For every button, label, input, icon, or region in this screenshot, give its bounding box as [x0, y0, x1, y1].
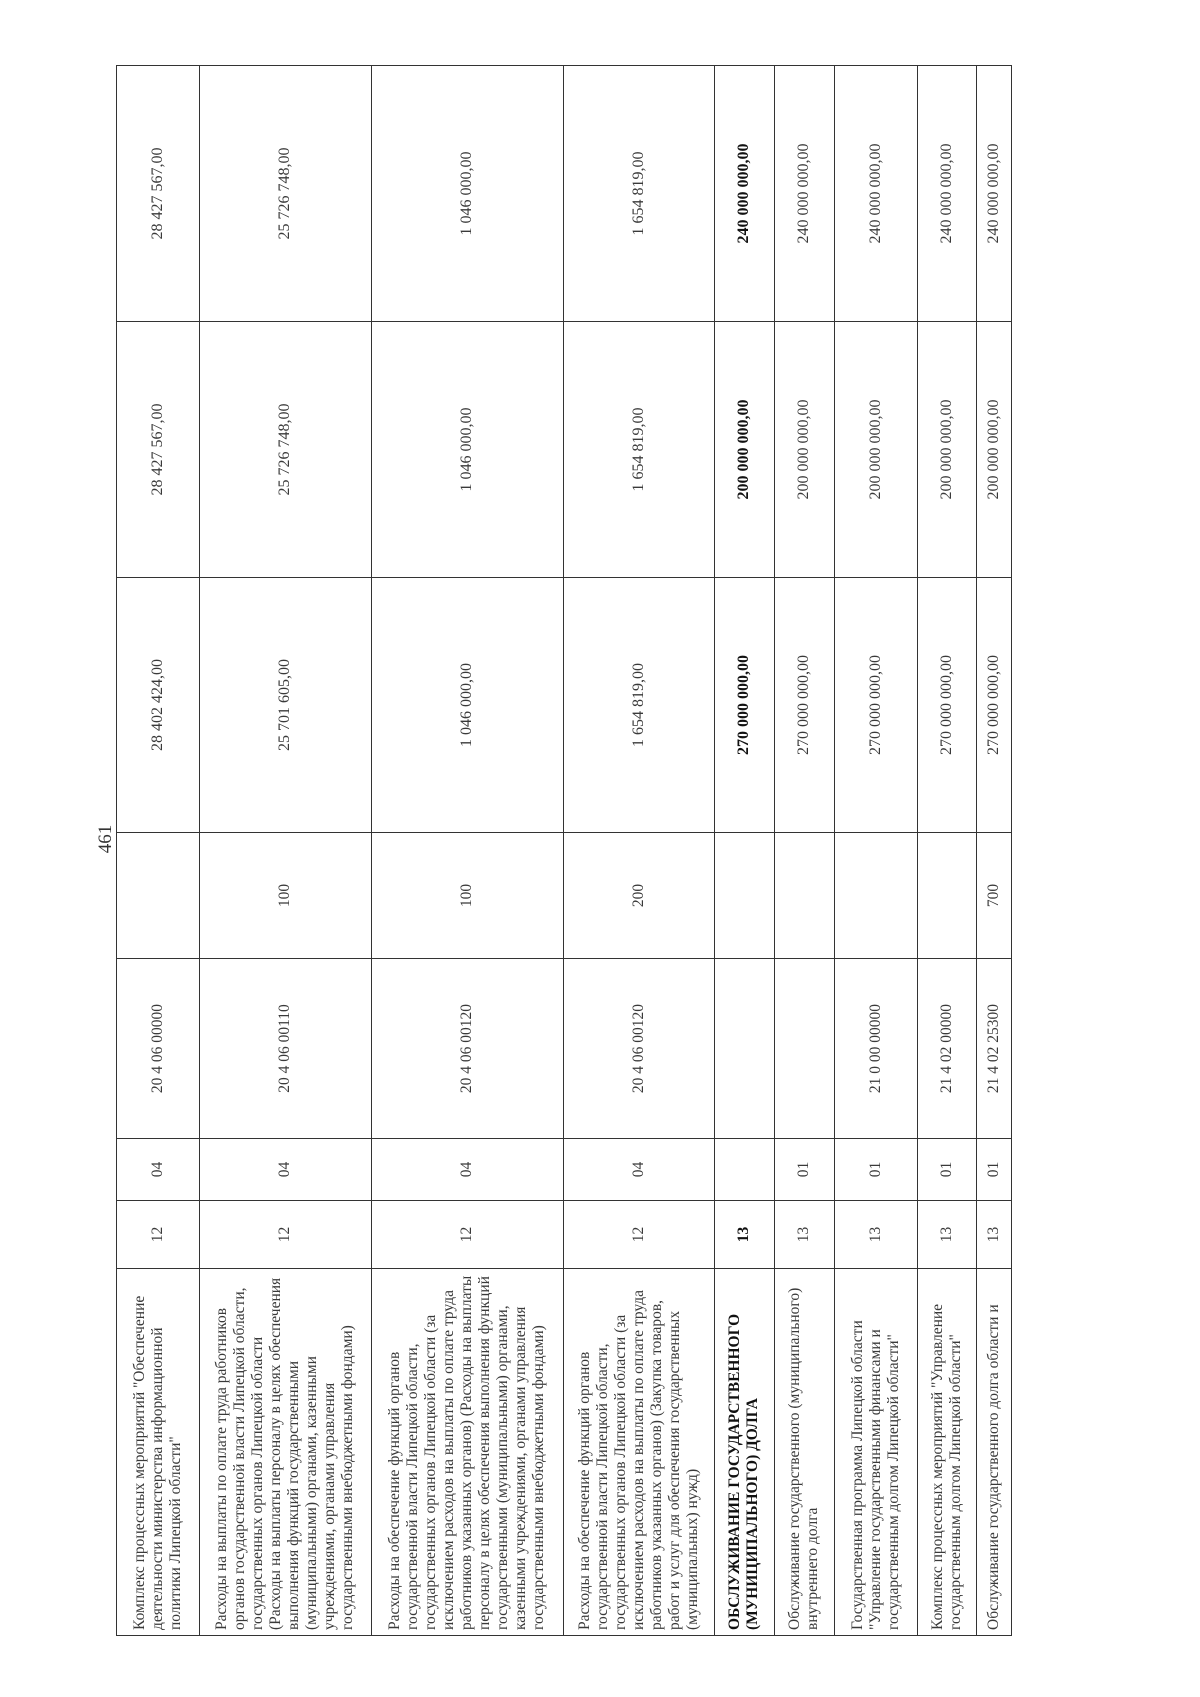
cell-amount-2: 1 654 819,00 — [563, 322, 714, 578]
cell-amount-2: 200 000 000,00 — [774, 322, 834, 578]
page-number: 461 — [95, 824, 116, 854]
cell-amount-1: 25 701 605,00 — [199, 578, 371, 833]
cell-amount-2: 200 000 000,00 — [714, 322, 774, 578]
table-row — [117, 66, 200, 1636]
cell-expense-type: 200 — [563, 833, 714, 959]
cell-amount-3: 25 726 748,00 — [199, 66, 371, 322]
cell-name: Расходы на выплаты по оплате труда работников органов государственной власти Липецкой области, государственных органов Липецкой области (Расходы на выплаты персоналу в целях обеспечения выполнения функций государственными (муниципальными) органами, казенными учреждениями, органами управления государственными внебюджетными фондами) — [199, 1269, 371, 1636]
cell-chapter: 13 — [834, 1201, 917, 1269]
cell-chapter: 12 — [371, 1201, 563, 1269]
table-row — [563, 66, 714, 1636]
cell-section: 01 — [834, 1139, 917, 1201]
cell-name: Расходы на обеспечение функций органов государственной власти Липецкой области, государственных органов Липецкой области (за исключением расходов на выплаты по оплате труда работников указанных органов) (Расходы на выплаты персоналу в целях обеспечения выполнения функций государственными (муниципальными) органами, казенными учреждениями, органами управления государственными внебюджетными фондами) — [371, 1269, 563, 1636]
cell-amount-1: 1 046 000,00 — [371, 578, 563, 833]
cell-section: 04 — [117, 1139, 200, 1201]
cell-amount-1: 270 000 000,00 — [834, 578, 917, 833]
table-row — [834, 66, 917, 1636]
cell-amount-1: 28 402 424,00 — [117, 578, 200, 833]
cell-target-article: 20 4 06 00110 — [199, 959, 371, 1139]
cell-section: 01 — [917, 1139, 977, 1201]
table-row — [714, 66, 774, 1636]
cell-chapter: 12 — [563, 1201, 714, 1269]
table-row — [917, 66, 977, 1636]
cell-expense-type — [774, 833, 834, 959]
cell-target-article: 21 4 02 25300 — [977, 959, 1012, 1139]
cell-name: ОБСЛУЖИВАНИЕ ГОСУДАРСТВЕННОГО (МУНИЦИПАЛЬНОГО) ДОЛГА — [714, 1269, 774, 1636]
cell-expense-type — [714, 833, 774, 959]
cell-amount-3: 240 000 000,00 — [917, 66, 977, 322]
cell-amount-3: 1 654 819,00 — [563, 66, 714, 322]
cell-amount-1: 1 654 819,00 — [563, 578, 714, 833]
cell-amount-2: 28 427 567,00 — [117, 322, 200, 578]
budget-table — [116, 65, 1012, 1636]
cell-name: Государственная программа Липецкой области "Управление государственными финансами и государственным долгом Липецкой области" — [834, 1269, 917, 1636]
cell-name: Обслуживание государственного долга области и — [977, 1269, 1012, 1636]
rotated-table-wrapper — [116, 66, 1012, 1636]
table-row — [199, 66, 371, 1636]
table-row — [774, 66, 834, 1636]
cell-section: 04 — [199, 1139, 371, 1201]
cell-target-article: 20 4 06 00120 — [371, 959, 563, 1139]
table-row — [371, 66, 563, 1636]
cell-amount-1: 270 000 000,00 — [917, 578, 977, 833]
cell-section: 04 — [371, 1139, 563, 1201]
cell-chapter: 13 — [774, 1201, 834, 1269]
cell-expense-type: 100 — [371, 833, 563, 959]
cell-name: Комплекс процессных мероприятий "Обеспечение деятельности министерства информационной политики Липецкой области" — [117, 1269, 200, 1636]
table-body — [117, 66, 1012, 1636]
cell-amount-3: 240 000 000,00 — [977, 66, 1012, 322]
cell-amount-1: 270 000 000,00 — [714, 578, 774, 833]
cell-target-article: 21 0 00 00000 — [834, 959, 917, 1139]
cell-name: Комплекс процессных мероприятий "Управление государственным долгом Липецкой области" — [917, 1269, 977, 1636]
table-row — [977, 66, 1012, 1636]
cell-amount-3: 28 427 567,00 — [117, 66, 200, 322]
cell-target-article: 20 4 06 00000 — [117, 959, 200, 1139]
cell-section — [714, 1139, 774, 1201]
cell-expense-type — [117, 833, 200, 959]
cell-expense-type — [917, 833, 977, 959]
cell-section: 01 — [774, 1139, 834, 1201]
cell-chapter: 13 — [917, 1201, 977, 1269]
cell-target-article — [774, 959, 834, 1139]
cell-section: 04 — [563, 1139, 714, 1201]
cell-name: Обслуживание государственного (муниципального) внутреннего долга — [774, 1269, 834, 1636]
cell-expense-type — [834, 833, 917, 959]
cell-chapter: 12 — [117, 1201, 200, 1269]
cell-name: Расходы на обеспечение функций органов государственной власти Липецкой области, государственных органов Липецкой области (за исключением расходов на выплаты по оплате труда работников указанных органов) (Закупка товаров, работ и услуг для обеспечения государственных (муниципальных) нужд) — [563, 1269, 714, 1636]
cell-amount-2: 200 000 000,00 — [917, 322, 977, 578]
cell-amount-3: 240 000 000,00 — [834, 66, 917, 322]
cell-amount-3: 1 046 000,00 — [371, 66, 563, 322]
cell-amount-1: 270 000 000,00 — [774, 578, 834, 833]
cell-chapter: 12 — [199, 1201, 371, 1269]
cell-amount-2: 200 000 000,00 — [834, 322, 917, 578]
cell-chapter: 13 — [977, 1201, 1012, 1269]
cell-target-article: 20 4 06 00120 — [563, 959, 714, 1139]
cell-amount-2: 25 726 748,00 — [199, 322, 371, 578]
cell-expense-type: 700 — [977, 833, 1012, 959]
cell-amount-2: 1 046 000,00 — [371, 322, 563, 578]
cell-expense-type: 100 — [199, 833, 371, 959]
cell-amount-3: 240 000 000,00 — [714, 66, 774, 322]
cell-section: 01 — [977, 1139, 1012, 1201]
cell-chapter: 13 — [714, 1201, 774, 1269]
cell-target-article — [714, 959, 774, 1139]
cell-amount-1: 270 000 000,00 — [977, 578, 1012, 833]
cell-amount-2: 200 000 000,00 — [977, 322, 1012, 578]
cell-amount-3: 240 000 000,00 — [774, 66, 834, 322]
cell-target-article: 21 4 02 00000 — [917, 959, 977, 1139]
